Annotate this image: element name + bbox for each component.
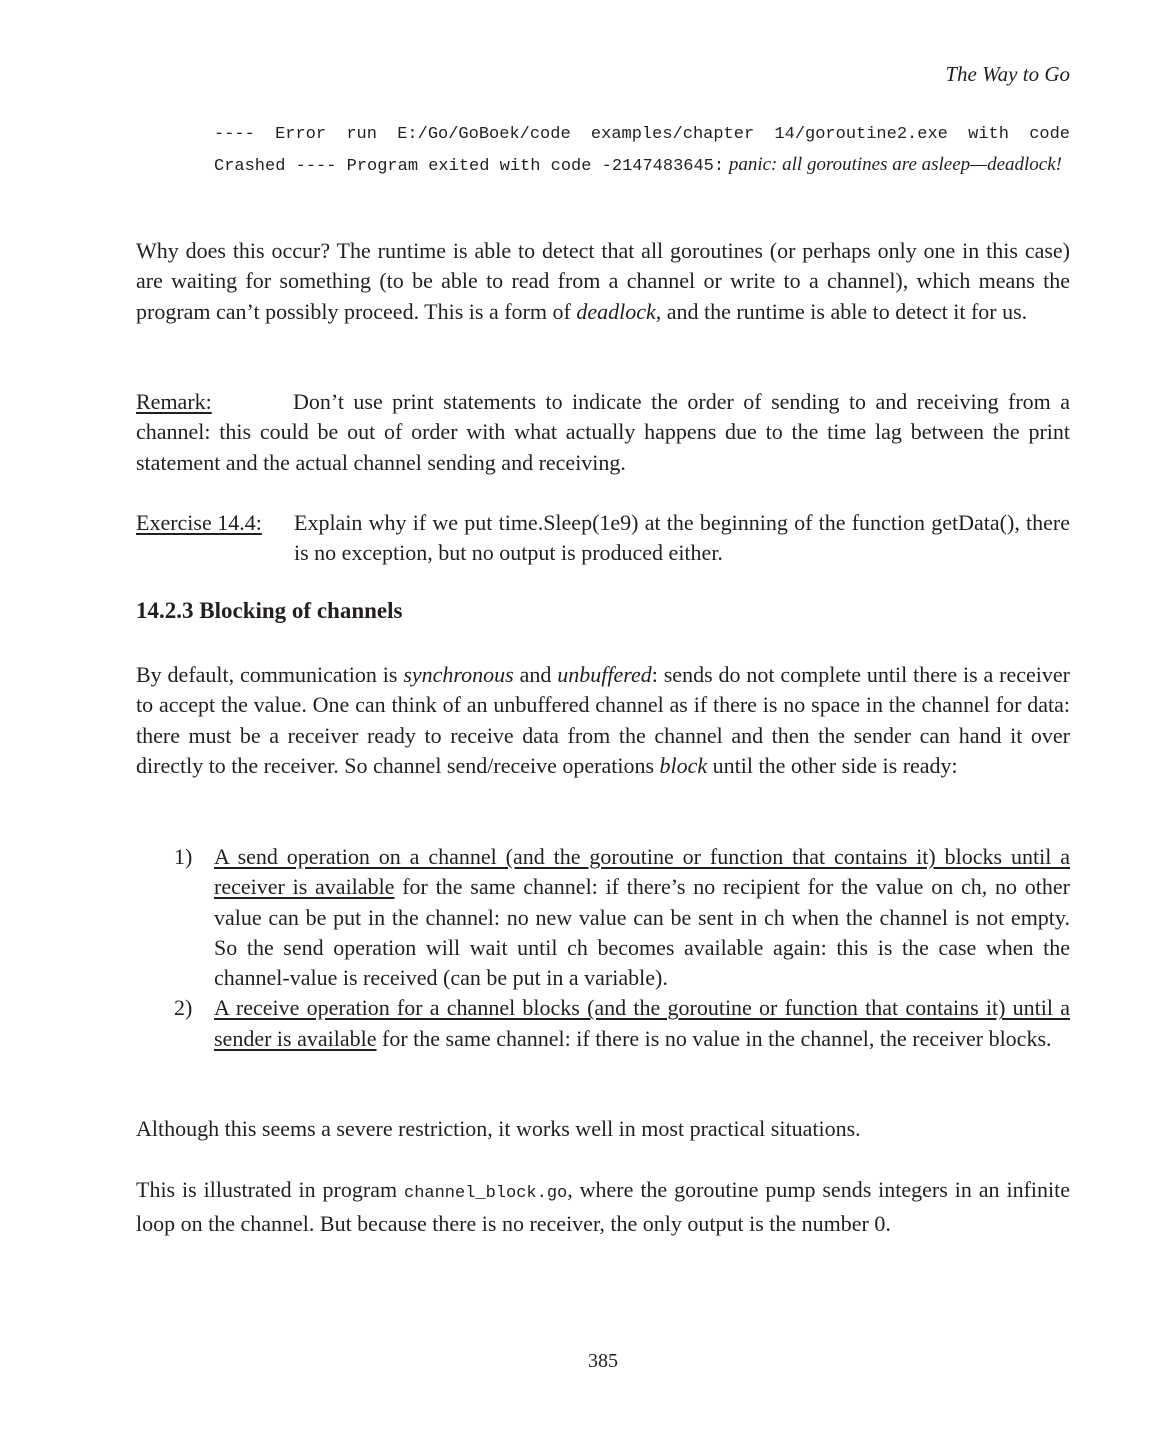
inline-code: channel_block.go [404,1184,568,1203]
text: until the other side is ready: [707,752,958,778]
text: , and the runtime is able to detect it for us. [655,298,1028,324]
remark-label: Remark: [136,389,212,414]
list-number: 2) [174,995,193,1021]
text: , where the goroutine pump sends integers in an infinite loop on the channel. But because there is no receiver, the only output is the number 0. [136,1177,1070,1237]
text: Why does this occur? The runtime is able to detect that all goroutines (or perhaps only one in this case) are waiting for something (to be able to read from a channel or write to a channel), which means the program can’t possibly proceed. This is a form of [136,238,1070,324]
paragraph-example [136,1175,1070,1240]
section-heading: 14.2.3 Blocking of channels [136,598,403,623]
remark-text: Don’t use print statements to indicate the order of sending to and receiving from a channel: this could be out of order with what actually happens due to the time lag between the print statement and the actual channel sending and receiving. [136,389,1070,475]
list-item-underlined: A send operation on a channel (and the goroutine or function that contains it) blocks until a receiver is available [214,844,1070,900]
error-output [214,118,1070,182]
list-item [174,993,1070,1054]
exercise [136,508,1070,569]
page-number: 385 [588,1350,618,1372]
text: and [513,662,558,687]
emphasis: deadlock [576,298,656,324]
exercise-label: Exercise 14.4: [136,510,262,535]
blocking-rules-list [174,842,1070,1054]
list-item-underlined: A receive operation for a channel blocks (and the goroutine or function that contains it) until a sender is available [214,995,1070,1051]
list-item-text: for the same channel: if there’s no recipient for the value on ch, no other value can be put in the channel: no new value can be sent in ch when the channel is not empty. So the send operation will wait until ch becomes available again: this is the case when the channel-value is received (can be put in a variable). [214,874,1070,991]
list-number: 1) [174,844,193,869]
running-header: The Way to Go [945,62,1070,86]
list-item-text: for the same channel: if there is no value in the channel, the receiver blocks. [376,1025,1052,1051]
error-output-mono: ---- Error run E:/Go/GoBoek/code examples/chapter 14/goroutine2.exe with code Crashed ---- Program exited with code -2147483645: [214,125,1070,176]
paragraph-restriction: Although this seems a severe restriction, it works well in most practical situations. [136,1116,861,1141]
emphasis: synchronous [403,662,514,687]
paragraph-blocking [136,660,1070,781]
emphasis: unbuffered [557,662,652,687]
text: : sends do not complete until there is a receiver to accept the value. One can think of an unbuffered channel as if there is no space in the channel for data: there must be a receiver ready to receive data from the channel and then the sender can hand it over directly to the receiver. So channel send/receive operations [136,662,1070,778]
exercise-text: Explain why if we put time.Sleep(1e9) at the beginning of the function getData(), there is no exception, but no output is produced either. [294,510,1070,566]
remark [136,387,1070,478]
paragraph-deadlock [136,236,1070,327]
text: By default, communication is [136,662,404,687]
text: This is illustrated in program [136,1177,404,1202]
list-item [174,842,1070,993]
error-output-panic: panic: all goroutines are asleep—deadlock! [728,154,1062,175]
emphasis: block [659,752,708,778]
